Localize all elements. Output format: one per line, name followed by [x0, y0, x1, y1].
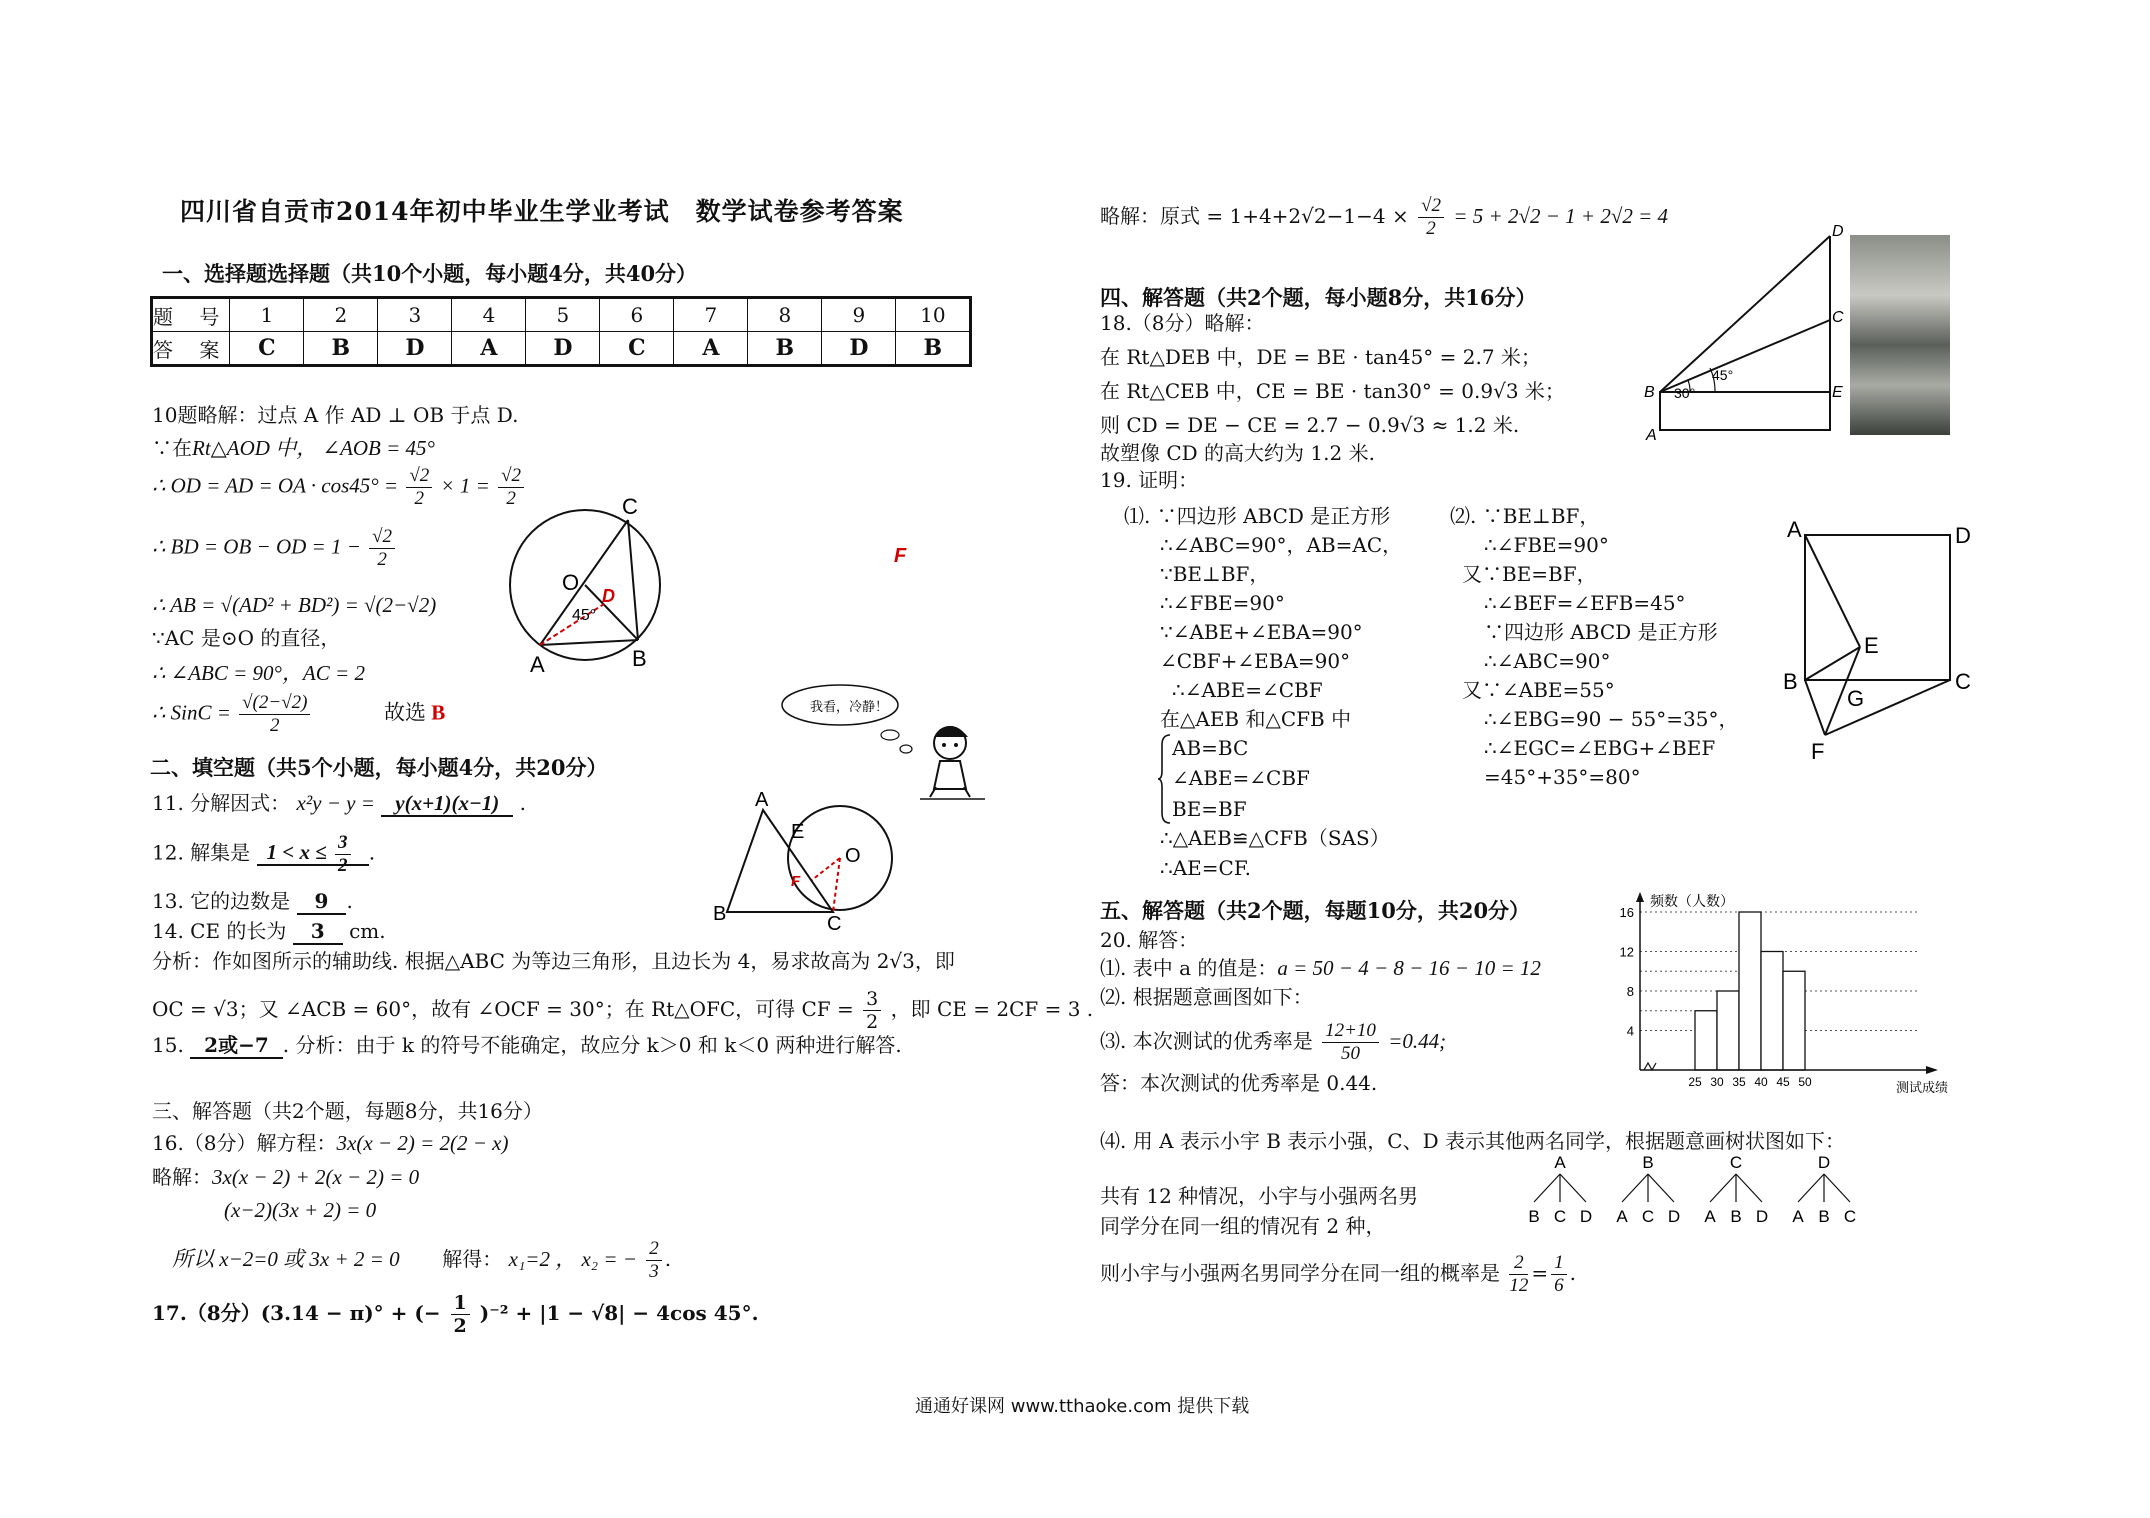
- sec3-heading: 三、解答题（共2个题，每题8分，共16分）: [152, 1099, 543, 1123]
- q16-step3-c: x₁=2 ， x₂ = −: [508, 1247, 637, 1271]
- q10-line3-pre: ∴ OD = AD = OA · cos45° =: [152, 473, 399, 498]
- statue-triangle-figure: [1640, 222, 1844, 452]
- q20-line5: ⑷. 用 A 表示小宇 B 表示小强，C、D 表示其他两名同学，根据题意画树状图如下：: [1100, 1129, 1845, 1153]
- frac-num: 2: [646, 1238, 662, 1261]
- q13-answer: 9: [297, 889, 347, 915]
- analysis-line1: 分析：作如图所示的辅助线. 根据△ABC 为等边三角形，且边长为 4，易求故高为 2√3，即: [152, 949, 955, 973]
- label-a: A: [1646, 427, 1657, 444]
- tree-leaf: C: [1553, 1207, 1567, 1226]
- chart-bar: [1761, 952, 1783, 1071]
- q19-title: 19. 证明：: [1100, 468, 1199, 492]
- frac-num: 12+10: [1322, 1020, 1379, 1043]
- tree-branch: [1824, 1174, 1850, 1202]
- q10-line2-math: Rt△AOD 中， ∠AOB = 45°: [192, 436, 435, 460]
- label-a: A: [530, 652, 545, 677]
- q20-line6: 共有 12 种情况，小宇与小强两名男: [1100, 1184, 1419, 1208]
- square-abcd: [1805, 535, 1950, 680]
- q19-right-l2: 又∵BE=BF，: [1462, 562, 1597, 586]
- chart-bar: [1717, 991, 1739, 1070]
- q19-left-l8: AB=BC: [1172, 736, 1249, 760]
- chart-y-tick-label: 12: [1619, 944, 1634, 960]
- chart-x-arrow: [1926, 1066, 1938, 1074]
- q20-line8: 则小宇与小强两名男同学分在同一组的概率是 $\frac{2}{12}$ = $\frac{1}{6}$ .: [1100, 1252, 1576, 1296]
- chart-y-tick-label: 4: [1626, 1023, 1634, 1039]
- sec1-heading: 一、选择题选择题（共10个小题，每小题4分，共40分）: [162, 261, 698, 286]
- q10-line2: [152, 435, 435, 461]
- segment-ab: [540, 640, 638, 645]
- table-num: 3: [378, 298, 452, 332]
- table-num: 4: [452, 298, 526, 332]
- table-answer: B: [896, 332, 971, 366]
- segment-oc: [833, 858, 840, 912]
- q19-left-l10: BE=BF: [1172, 797, 1247, 821]
- tree-root: C: [1729, 1153, 1743, 1172]
- segment-of: [812, 858, 840, 880]
- table-answer: A: [674, 332, 748, 366]
- stray-f-mark: [890, 540, 920, 570]
- q20-line7: 同学分在同一组的情况有 2 种，: [1100, 1214, 1386, 1238]
- table-answer: D: [378, 332, 452, 366]
- chart-bar: [1695, 1011, 1717, 1070]
- q13-pre: 13. 它的边数是: [152, 889, 291, 913]
- triangle-circle-figure: [705, 789, 905, 935]
- fraction: [335, 832, 351, 877]
- frac-den: 50: [1340, 1043, 1360, 1064]
- tree-leaf: A: [1616, 1207, 1628, 1226]
- chart-ylabel: 频数（人数）: [1650, 893, 1734, 909]
- line-be: [1805, 647, 1860, 680]
- chart-x-tick-label: 45: [1776, 1075, 1790, 1089]
- chart-bar: [1783, 971, 1805, 1070]
- table-answer: B: [748, 332, 822, 366]
- fraction: [863, 988, 881, 1033]
- q19-left-l0: ⑴. ∵四边形 ABCD 是正方形: [1124, 504, 1391, 528]
- table-num: 5: [526, 298, 600, 332]
- frac-den: 2: [506, 488, 516, 509]
- q19-left-l6: ∴∠ABE=∠CBF: [1172, 678, 1323, 702]
- label-o: O: [562, 570, 580, 595]
- q20-line1-pre: ⑴. 表中 a 的值是：: [1100, 956, 1278, 980]
- q19-left-l1: ∴∠ABC=90°，AB=AC，: [1160, 533, 1403, 557]
- sec4-heading: 四、解答题（共2个题，每小题8分，共16分）: [1100, 285, 1537, 310]
- q20-line8-pre: 则小宇与小强两名男同学分在同一组的概率是: [1100, 1261, 1500, 1285]
- q14-unit: cm.: [349, 919, 386, 943]
- q19-right-l4: ∵四边形 ABCD 是正方形: [1484, 620, 1718, 644]
- frac-num: √(2−√2): [239, 692, 310, 715]
- q19-right-l5: ∴∠ABC=90°: [1484, 649, 1611, 673]
- tree-leaf: C: [1843, 1207, 1857, 1226]
- table-row2-label: 答 案: [152, 332, 230, 366]
- tree-leaf: D: [1579, 1207, 1593, 1226]
- tree-branch: [1560, 1174, 1586, 1202]
- q15-answer: 2或−7: [190, 1033, 283, 1059]
- q20-line3-post: =0.44;: [1388, 1029, 1447, 1053]
- q15-post: . 分析：由于 k 的符号不能确定，故应分 k＞0 和 k＜0 两种进行解答.: [282, 1033, 902, 1057]
- q17-solution-pre: 略解：原式 = 1+4+2√2−1−4 ×: [1100, 204, 1409, 228]
- q19-left-l12: ∴AE=CF.: [1160, 856, 1251, 880]
- label-45: 45°: [1712, 367, 1734, 383]
- chart-y-tick-label: 8: [1626, 984, 1634, 999]
- q19-left-l11: ∴△AEB≌△CFB（SAS）: [1160, 826, 1390, 850]
- label-g: G: [1847, 686, 1865, 711]
- analysis-line2-a: OC = √3；又 ∠ACB = 60°，故有 ∠OCF = 30°；在 Rt△OFC，可得 CF =: [152, 997, 854, 1021]
- frac-den: 2: [377, 549, 387, 570]
- q20-line1-math: a = 50 − 4 − 8 − 16 − 10 = 12: [1277, 956, 1541, 980]
- q19-left-l7: 在△AEB 和△CFB 中: [1160, 707, 1352, 731]
- chart-x-tick-label: 50: [1798, 1075, 1812, 1089]
- tree-leaf: D: [1755, 1207, 1769, 1226]
- q12-answer-pre: 1 < x ≤: [266, 840, 327, 865]
- frac-num: √2: [498, 465, 524, 488]
- q20-line2: ⑵. 根据题意画图如下：: [1100, 985, 1313, 1009]
- frac-den: 2: [866, 1011, 879, 1033]
- line-bd: [1660, 236, 1830, 392]
- table-num: 6: [600, 298, 674, 332]
- fraction: [239, 692, 310, 737]
- page-footer: 通通好课网 www.tthaoke.com 提供下载: [915, 1396, 1250, 1417]
- frac-den: 2: [414, 488, 425, 509]
- fraction: [1551, 1252, 1567, 1297]
- tree-root: D: [1817, 1153, 1831, 1172]
- q19-right-l3: ∴∠BEF=∠EFB=45°: [1484, 591, 1686, 615]
- q12-line: 12. 解集是 1 < x ≤ $\frac{3}{2}$ .: [152, 832, 376, 876]
- label-b: B: [1783, 669, 1798, 694]
- answer-table: [150, 296, 972, 367]
- tree-branch: [1710, 1174, 1736, 1202]
- q10-line3-mid: × 1 =: [440, 473, 490, 498]
- table-num: 7: [674, 298, 748, 332]
- q20-line1: [1100, 955, 1541, 981]
- q14-line: [152, 918, 386, 944]
- q17-line: [152, 1292, 759, 1337]
- q10-answer: B: [431, 700, 446, 725]
- label-c: C: [1955, 669, 1971, 694]
- line-bf: [1805, 680, 1825, 735]
- q19-left-l3: ∴∠FBE=90°: [1160, 591, 1285, 615]
- q15-line: [152, 1032, 902, 1058]
- q16-step2: (x−2)(3x + 2) = 0: [224, 1198, 377, 1222]
- frac-den: 12: [1509, 1275, 1529, 1296]
- chart-bar: [1739, 912, 1761, 1070]
- bubble-text: 我看，冷静！: [810, 699, 889, 714]
- q16-equation: 3x(x − 2) = 2(2 − x): [336, 1131, 509, 1155]
- table-num: 10: [896, 298, 971, 332]
- page-title: 四川省自贡市2014年初中毕业生学业考试 数学试卷参考答案: [180, 197, 904, 226]
- label-a: A: [1787, 517, 1802, 542]
- circle-figure: [500, 490, 680, 680]
- q17-b: )⁻² + |1 − √8| − 4cos 45°.: [479, 1301, 759, 1325]
- tree-leaf: A: [1704, 1207, 1716, 1226]
- q16-step3-b: 解得：: [442, 1247, 503, 1271]
- q18-line2: 在 Rt△CEB 中，CE = BE · tan30° = 0.9√3 米；: [1100, 379, 1565, 403]
- frac-den: 6: [1554, 1275, 1564, 1296]
- label-c: C: [827, 913, 842, 935]
- tree-leaf: C: [1641, 1207, 1655, 1226]
- q10-line4: [152, 526, 398, 571]
- q14-pre: 14. CE 的长为: [152, 919, 287, 943]
- q11-answer: y(x+1)(x−1): [381, 791, 513, 817]
- label-b: B: [632, 646, 647, 671]
- fraction: [406, 465, 432, 510]
- line-ae: [1805, 535, 1860, 647]
- q10-line5: ∴ AB = √(AD² + BD²) = √(2−√2): [152, 593, 437, 617]
- cartoon-thinking-girl: [780, 675, 1000, 805]
- q17-solution: [1100, 195, 1668, 240]
- tree-diagrams: [1520, 1152, 1900, 1232]
- label-b: B: [1644, 384, 1655, 401]
- brace: [1158, 733, 1172, 825]
- label-f: F: [894, 545, 907, 567]
- q14-answer: 3: [293, 919, 343, 945]
- q10-line8: [152, 692, 445, 737]
- triangle-abc: [727, 810, 833, 912]
- q18-line1: 在 Rt△DEB 中，DE = BE · tan45° = 2.7 米；: [1100, 345, 1541, 369]
- q10-line1: 10题略解：过点 A 作 AD ⊥ OB 于点 D.: [152, 403, 519, 427]
- label-c: C: [622, 494, 638, 519]
- q10-line4-pre: ∴ BD = OB − OD = 1 −: [152, 534, 361, 559]
- tree-root: A: [1554, 1153, 1566, 1172]
- tree-leaf: D: [1667, 1207, 1681, 1226]
- fraction: [646, 1238, 662, 1283]
- label-e: E: [791, 821, 805, 843]
- label-c: C: [1832, 309, 1844, 326]
- table-answer: D: [526, 332, 600, 366]
- chart-xlabel: 测试成绩: [1896, 1080, 1949, 1095]
- tree-leaf: A: [1792, 1207, 1804, 1226]
- table-num: 9: [822, 298, 896, 332]
- square-figure: [1775, 515, 1975, 765]
- label-f: F: [791, 873, 801, 890]
- frac-den: 2: [453, 1315, 467, 1337]
- tree-root: B: [1642, 1153, 1654, 1172]
- tree-branch: [1622, 1174, 1648, 1202]
- table-answer: C: [230, 332, 304, 366]
- tree-leaf: B: [1730, 1207, 1742, 1226]
- segment-cb: [628, 520, 638, 640]
- label-b: B: [713, 903, 727, 925]
- label-d: D: [602, 586, 615, 606]
- q18-line3: 则 CD = DE − CE = 2.7 − 0.9√3 ≈ 1.2 米.: [1100, 413, 1520, 437]
- chart-y-arrow: [1636, 892, 1644, 902]
- q19-right-l8: ∴∠EGC=∠EBG+∠BEF: [1484, 736, 1716, 760]
- q19-left-l2: ∵BE⊥BF，: [1160, 562, 1270, 586]
- line-bc: [1660, 320, 1830, 392]
- fraction: [1509, 1252, 1528, 1297]
- frac-num: 3: [335, 832, 351, 855]
- q20-line3: [1100, 1020, 1446, 1065]
- q19-right-l1: ∴∠FBE=90°: [1484, 533, 1609, 557]
- analysis-line2-b: ，即 CE = 2CF = 3 .: [890, 997, 1094, 1021]
- q17-solution-post: = 5 + 2√2 − 1 + 2√2 = 4: [1453, 204, 1669, 228]
- q17-a: 17.（8分）(3.14 − π)° + (−: [152, 1301, 441, 1325]
- q19-left-l5: ∠CBF+∠EBA=90°: [1160, 649, 1351, 673]
- q16-step1-math: 3x(x − 2) + 2(x − 2) = 0: [212, 1165, 420, 1189]
- histogram-chart: [1600, 890, 2000, 1100]
- tree-branch: [1736, 1174, 1762, 1202]
- chart-x-tick-label: 30: [1710, 1075, 1724, 1089]
- table-answer: D: [822, 332, 896, 366]
- sec5-heading: 五、解答题（共2个题，每题10分，共20分）: [1100, 898, 1531, 923]
- frac-num: √2: [1418, 195, 1444, 218]
- q19-right-l6: 又∵∠ABE=55°: [1462, 678, 1615, 702]
- frac-den: 2: [270, 715, 280, 736]
- q19-right-l7: ∴∠EBG=90 − 55°=35°，: [1484, 707, 1739, 731]
- tree-leaf: B: [1818, 1207, 1830, 1226]
- q19-right-l9: =45°+35°=80°: [1484, 765, 1641, 789]
- statue-photo: [1850, 235, 1950, 435]
- tree-branch: [1648, 1174, 1674, 1202]
- label-a: A: [755, 789, 769, 811]
- q15-pre: 15.: [152, 1033, 184, 1057]
- tree-branch: [1534, 1174, 1560, 1202]
- q10-line2-pre: ∵在: [152, 436, 192, 460]
- q10-line8-after: 故选: [383, 700, 426, 725]
- q20-line0: 20. 解答：: [1100, 928, 1199, 952]
- q11-pre: 11. 分解因式：: [152, 791, 291, 815]
- table-num: 1: [230, 298, 304, 332]
- label-f: F: [1811, 739, 1825, 764]
- q16-title: 16.（8分）解方程：: [152, 1131, 337, 1155]
- frac-den: 3: [649, 1261, 659, 1282]
- q10-line8-pre: ∴ SinC =: [152, 700, 231, 725]
- frac-num: 3: [863, 988, 881, 1011]
- frac-num: 1: [1551, 1252, 1567, 1275]
- q19-right-l0: ⑵. ∵BE⊥BF，: [1450, 504, 1600, 528]
- chart-x-tick-label: 35: [1732, 1075, 1746, 1089]
- q20-line3-pre: ⑶. 本次测试的优秀率是: [1100, 1029, 1313, 1053]
- label-e: E: [1832, 384, 1843, 401]
- chart-x-tick-label: 25: [1688, 1075, 1702, 1089]
- q12-pre: 12. 解集是: [152, 840, 251, 865]
- label-d: D: [1832, 223, 1844, 240]
- table-row1-label: 题 号: [152, 298, 230, 332]
- frac-den: 2: [338, 855, 348, 876]
- q16-step3: 所以 x−2=0 或 3x + 2 = 0 解得： x₁=2 ， x₂ = − $\frac{2}{3}$ .: [172, 1238, 672, 1282]
- analysis-line2: [152, 988, 1093, 1033]
- label-e: E: [1864, 633, 1879, 658]
- q11-expr: x²y − y =: [296, 791, 375, 815]
- fraction: [1418, 195, 1444, 240]
- tree-leaf: B: [1528, 1207, 1540, 1226]
- q16-title-line: [152, 1130, 508, 1156]
- frac-num: 1: [451, 1292, 470, 1315]
- label-d: D: [1955, 523, 1971, 548]
- frac-num: √2: [369, 526, 395, 549]
- frac-den: 2: [1426, 218, 1436, 239]
- sec2-heading: 二、填空题（共5个小题，每小题4分，共20分）: [150, 755, 608, 780]
- fraction: [369, 526, 395, 571]
- q16-step1: [152, 1164, 419, 1190]
- q13-line: 13. 它的边数是 9 .: [152, 889, 353, 913]
- label-30: 30°: [1674, 385, 1696, 401]
- table-answer: A: [452, 332, 526, 366]
- q18-line4: 故塑像 CD 的高大约为 1.2 米.: [1100, 441, 1375, 465]
- q10-line7: ∴ ∠ABC = 90°，AC = 2: [152, 661, 365, 685]
- q16-step3-a: 所以 x−2=0 或 3x + 2 = 0: [172, 1247, 400, 1271]
- q20-line4: 答：本次测试的优秀率是 0.44.: [1100, 1071, 1378, 1095]
- table-answer: B: [304, 332, 378, 366]
- tree-branch: [1798, 1174, 1824, 1202]
- q10-line6: ∵AC 是⊙O 的直径，: [152, 626, 341, 650]
- q18-line0: 18.（8分）略解：: [1100, 311, 1265, 335]
- label-o: O: [845, 845, 861, 867]
- q19-left-l9: ∠ABE=∠CBF: [1172, 766, 1310, 790]
- chart-y-tick-label: 16: [1619, 905, 1634, 920]
- q10-line3: [152, 465, 527, 510]
- chart-x-tick-label: 40: [1754, 1075, 1768, 1089]
- table-answer: C: [600, 332, 674, 366]
- label-angle: 45°: [572, 607, 597, 624]
- axis-break-mark: [1644, 1063, 1656, 1070]
- q11-line: 11. 分解因式： x²y − y = y(x+1)(x−1) .: [152, 791, 526, 815]
- fraction: [1322, 1020, 1379, 1065]
- table-num: 8: [748, 298, 822, 332]
- table-num: 2: [304, 298, 378, 332]
- segment-ac: [540, 520, 628, 645]
- frac-num: 2: [1509, 1252, 1528, 1275]
- q19-left-l4: ∵∠ABE+∠EBA=90°: [1160, 620, 1363, 644]
- frac-num: √2: [406, 465, 432, 488]
- fraction: [451, 1292, 470, 1337]
- q16-step1-pre: 略解：: [152, 1165, 212, 1189]
